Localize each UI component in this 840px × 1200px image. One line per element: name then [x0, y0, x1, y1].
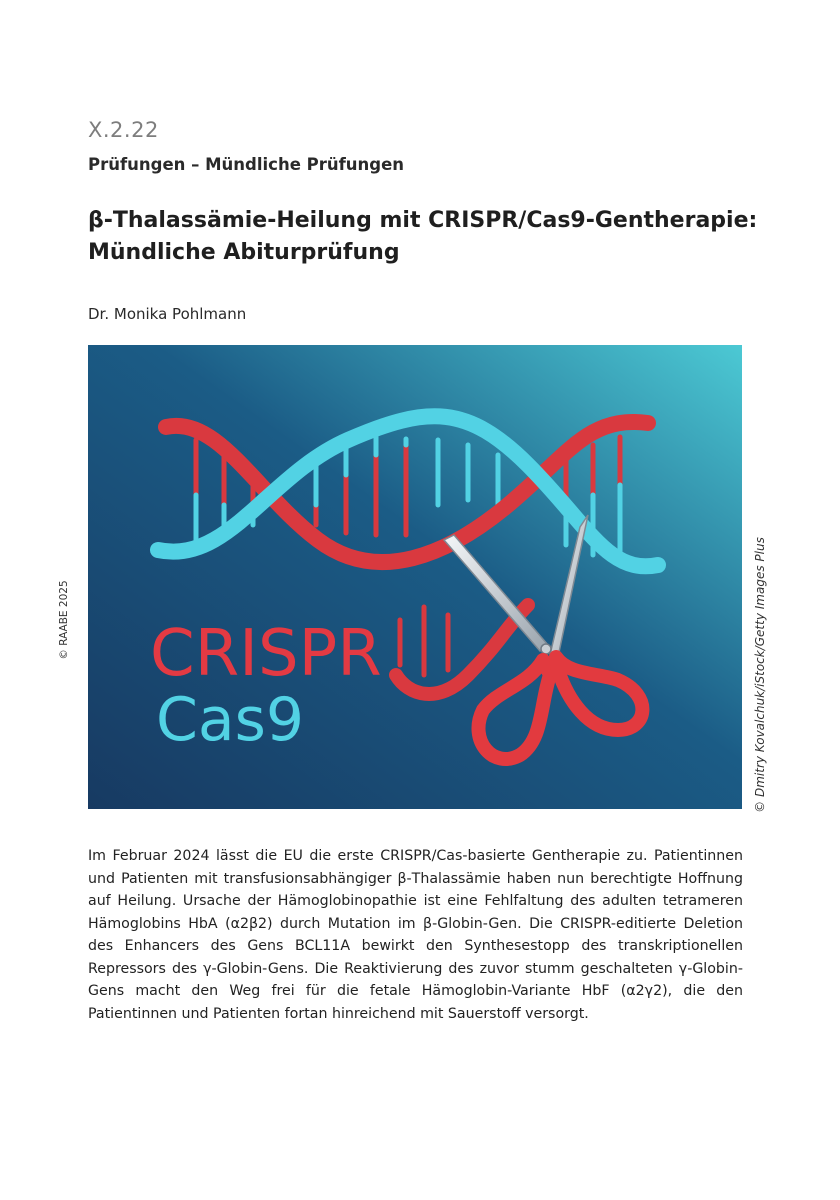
image-credit: © Dmitry Kovalchuk/iStock/Getty Images Plus: [753, 537, 767, 813]
intro-paragraph: Im Februar 2024 lässt die EU die erste CRISPR/Cas-basierte Gentherapie zu. Patientinnen und Patienten mit transfusionsabhängiger β-Thalassämie haben nun berechtigte Hoffnung auf Heilung. Ursache der Hämoglobinopathie ist eine Fehlfaltung des adulten tetrameren Hämoglobins HbA (α2β2) durch Mutation im β-Globin-Gen. Die CRISPR-editierte Deletion des Enhancers des Gens BCL11A bewirkt den Synthesestopp des transkriptionellen Repressors des γ-Globin-Gens. Die Reaktivierung des zuvor stumm geschalteten γ-Globin-Gens macht den Weg frei für die fetale Hämoglobin-Variante HbF (α2γ2), die den Patientinnen und Patienten fortan hinreichend mit Sauerstoff versorgt.: [88, 848, 743, 1022]
cas9-text: Cas9: [156, 685, 305, 755]
hero-illustration: [88, 345, 742, 809]
copyright-notice: © RAABE 2025: [58, 580, 70, 660]
crispr-text: CRISPR: [150, 617, 382, 691]
title-line-1: β-Thalassämie-Heilung mit CRISPR/Cas9-Gentherapie:: [88, 208, 758, 233]
section-number: X.2.22: [88, 118, 159, 142]
page-title: [88, 205, 768, 269]
category-heading: Prüfungen – Mündliche Prüfungen: [88, 155, 405, 174]
title-line-2: Mündliche Abiturprüfung: [88, 240, 400, 265]
author-name: Dr. Monika Pohlmann: [88, 305, 247, 323]
